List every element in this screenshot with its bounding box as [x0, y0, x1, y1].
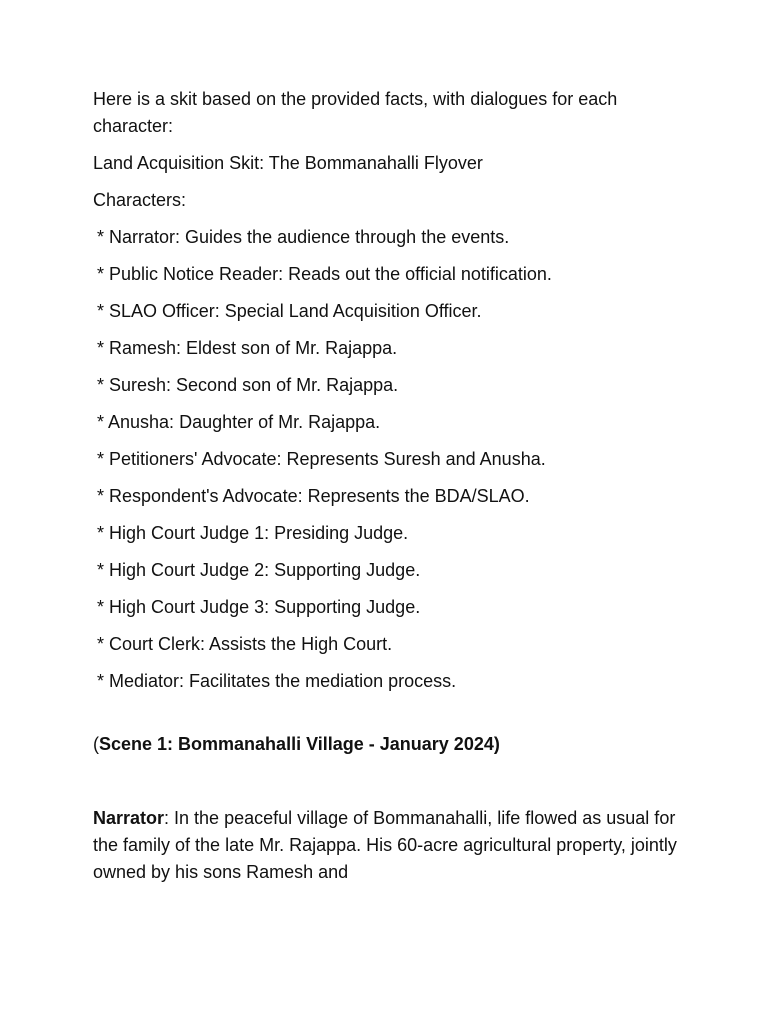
- characters-list: [93, 224, 693, 695]
- narrator-paragraph: [93, 805, 693, 886]
- document-page: [93, 86, 693, 886]
- scene-title: Scene 1: Bommanahalli Village - January 2024): [99, 734, 500, 754]
- character-item: * Respondent's Advocate: Represents the BDA/SLAO.: [97, 486, 530, 506]
- narrator-text: : In the peaceful village of Bommanahalli, life flowed as usual for the family of the late Mr. Rajappa. His 60-acre agricultural property, jointly owned by his sons Ramesh and: [93, 808, 677, 882]
- character-item: * High Court Judge 2: Supporting Judge.: [97, 560, 421, 580]
- character-item: * Public Notice Reader: Reads out the official notification.: [97, 264, 552, 284]
- character-item: * Mediator: Facilitates the mediation process.: [97, 671, 457, 691]
- character-item: * SLAO Officer: Special Land Acquisition Officer.: [97, 301, 482, 321]
- character-item: * Court Clerk: Assists the High Court.: [97, 634, 393, 654]
- character-item: * High Court Judge 3: Supporting Judge.: [97, 597, 421, 617]
- intro-paragraph: Here is a skit based on the provided facts, with dialogues for each character:: [93, 89, 618, 136]
- characters-heading: Characters:: [93, 190, 187, 210]
- character-item: * Suresh: Second son of Mr. Rajappa.: [97, 375, 399, 395]
- character-item: * Narrator: Guides the audience through the events.: [97, 227, 510, 247]
- character-item: * Anusha: Daughter of Mr. Rajappa.: [97, 412, 381, 432]
- character-item: * Petitioners' Advocate: Represents Suresh and Anusha.: [97, 449, 546, 469]
- character-item: * High Court Judge 1: Presiding Judge.: [97, 523, 409, 543]
- narrator-label: Narrator: [93, 808, 165, 828]
- skit-title: Land Acquisition Skit: The Bommanahalli Flyover: [93, 153, 483, 173]
- character-item: * Ramesh: Eldest son of Mr. Rajappa.: [97, 338, 398, 358]
- scene-open-paren: (: [93, 734, 99, 754]
- scene-heading: [93, 731, 693, 758]
